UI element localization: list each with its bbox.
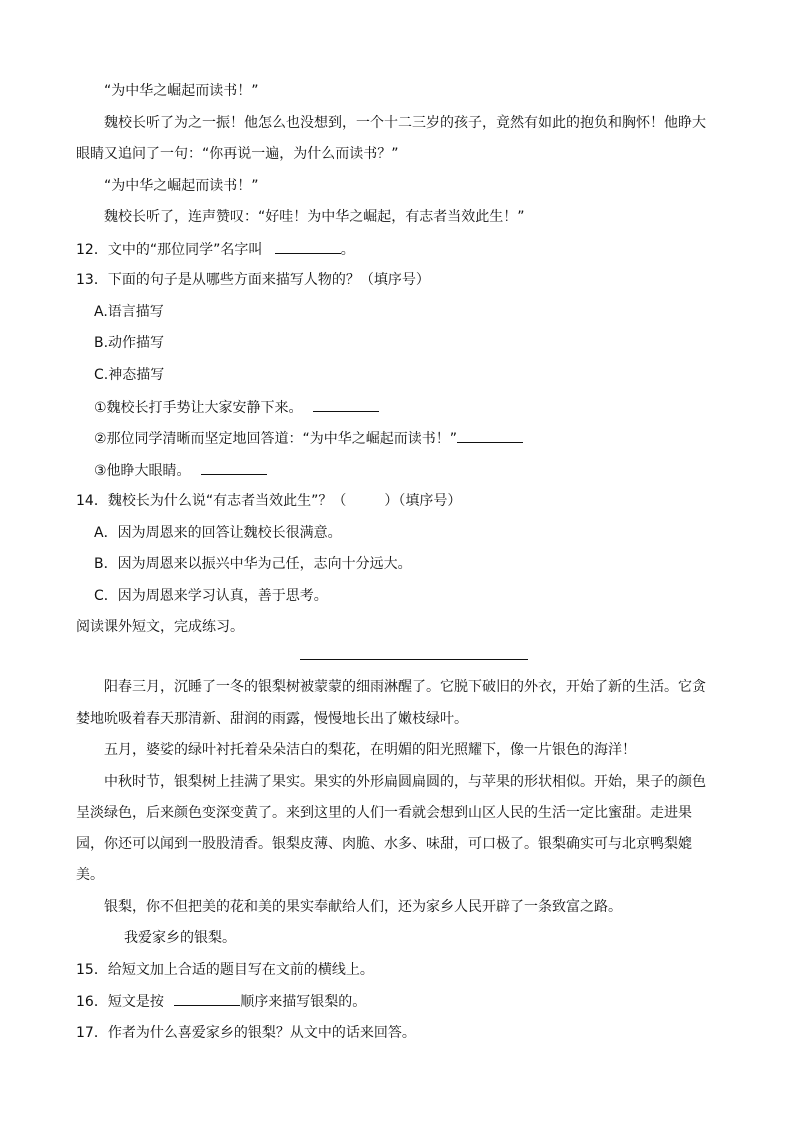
question-17: 17．作者为什么喜爱家乡的银梨？从文中的话来回答。 — [76, 1025, 416, 1041]
question-16-text: 16．短文是按 — [76, 994, 164, 1010]
story-paragraph-3: “为中华之崛起而读书！” — [104, 178, 259, 194]
question-16 — [76, 991, 366, 1012]
question-14 — [76, 491, 461, 511]
passage-paragraph-3-line-4: 美。 — [76, 867, 104, 883]
story-paragraph-2-line-2: 眼睛又追问了一句：“你再说一遍，为什么而读书？” — [76, 146, 399, 162]
passage-paragraph-5: 我爱家乡的银梨。 — [124, 930, 236, 946]
question-13: 13．下面的句子是从哪些方面来描写人物的？（填序号） — [76, 272, 430, 288]
question-13-item-3-text: ③他睁大眼睛。 — [94, 463, 191, 479]
question-12-suffix: 。 — [340, 242, 355, 258]
question-13-item-1-blank[interactable] — [313, 397, 379, 412]
story-paragraph-1: “为中华之崛起而读书！” — [104, 83, 259, 99]
passage-paragraph-1-line-2: 婪地吮吸着春天那清新、甜润的雨露，慢慢地长出了嫩枝绿叶。 — [76, 711, 468, 727]
question-14-text-b: ）（填序号） — [384, 493, 462, 509]
question-13-item-3 — [94, 460, 267, 481]
question-13-option-a: A.语言描写 — [94, 304, 164, 320]
question-16-answer-blank[interactable] — [174, 991, 240, 1006]
passage-paragraph-3-line-3: 园，你还可以闻到一股股清香。银梨皮薄、肉脆、水多、味甜，可口极了。银梨确实可与北京鸭梨媲 — [76, 836, 692, 852]
question-14-option-a: A．因为周恩来的回答让魏校长很满意。 — [94, 525, 342, 541]
passage-paragraph-1-line-1: 阳春三月，沉睡了一冬的银梨树被蒙蒙的细雨淋醒了。它脱下破旧的外衣，开始了新的生活。它贪 — [104, 679, 706, 695]
question-13-option-b: B.动作描写 — [94, 335, 165, 351]
question-13-item-2-text: ②那位同学清晰而坚定地回答道：“为中华之崛起而读书！” — [94, 431, 458, 447]
question-13-item-3-blank[interactable] — [201, 460, 267, 475]
question-13-item-1-text: ①魏校长打手势让大家安静下来。 — [94, 400, 303, 416]
question-13-item-2 — [94, 428, 523, 449]
question-13-option-c: C.神态描写 — [94, 367, 165, 383]
question-12 — [76, 239, 355, 260]
question-16-suffix: 顺序来描写银梨的。 — [240, 994, 367, 1010]
question-14-option-c: C．因为周恩来学习认真，善于思考。 — [94, 588, 328, 604]
reading-instruction: 阅读课外短文，完成练习。 — [76, 619, 244, 635]
passage-paragraph-3-line-2: 呈淡绿色，后来颜色变深变黄了。来到这里的人们一看就会想到山区人民的生活一定比蜜甜。走进果 — [76, 805, 692, 821]
question-14-option-b: B．因为周恩来以振兴中华为己任，志向十分远大。 — [94, 556, 412, 572]
passage-paragraph-2: 五月，婆娑的绿叶衬托着朵朵洁白的梨花，在明媚的阳光照耀下，像一片银色的海洋！ — [104, 742, 636, 758]
question-14-text-a: 14．魏校长为什么说“有志者当效此生”？（ — [76, 493, 347, 509]
passage-title-blank[interactable] — [300, 659, 528, 660]
passage-paragraph-3-line-1: 中秋时节，银梨树上挂满了果实。果实的外形扁圆扁圆的，与苹果的形状相似。开始，果子的颜色 — [104, 774, 706, 790]
question-12-text: 12．文中的“那位同学”名字叫 — [76, 242, 263, 258]
passage-paragraph-4: 银梨，你不但把美的花和美的果实奉献给人们，还为家乡人民开辟了一条致富之路。 — [104, 899, 622, 915]
question-12-answer-blank[interactable] — [275, 239, 341, 254]
story-paragraph-2-line-1: 魏校长听了为之一振！他怎么也没想到，一个十二三岁的孩子，竟然有如此的抱负和胸怀！他睁大 — [104, 115, 706, 131]
story-paragraph-4: 魏校长听了，连声赞叹：“好哇！为中华之崛起，有志者当效此生！” — [104, 209, 525, 225]
question-13-item-2-blank[interactable] — [457, 428, 523, 443]
question-13-item-1 — [94, 397, 379, 418]
question-15: 15．给短文加上合适的题目写在文前的横线上。 — [76, 962, 374, 978]
